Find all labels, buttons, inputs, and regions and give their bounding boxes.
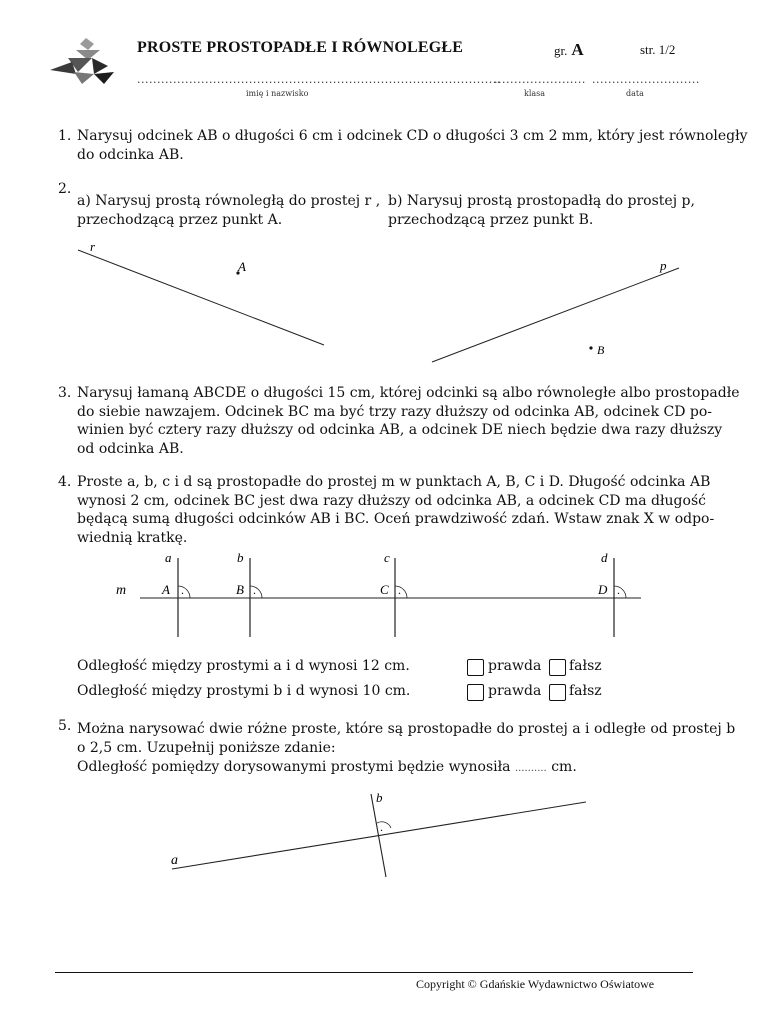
right-angle-mark-A <box>178 586 190 598</box>
label-r: r <box>90 239 96 254</box>
right-angle-dot-C: . <box>398 583 401 597</box>
statement-1-true-checkbox[interactable] <box>467 659 484 676</box>
q3-text-line1: Narysuj łamaną ABCDE o długości 15 cm, której odcinki są albo równoległe albo prostopadłe <box>77 385 740 401</box>
label-point-D: D <box>598 582 608 597</box>
right-angle-dot-q5: . <box>380 820 383 834</box>
right-angle-mark-D <box>614 586 626 598</box>
logo-shape <box>80 38 94 50</box>
label-b-q5: b <box>376 790 383 805</box>
q5-text-line1: Można narysować dwie różne proste, które są prostopadłe do prostej a i odległe od prostej b <box>77 721 736 737</box>
q2b-text-line2: przechodzącą przez punkt B. <box>388 212 594 228</box>
class-caption: klasa <box>524 89 546 98</box>
right-angle-mark-B <box>250 586 262 598</box>
logo-shape <box>94 72 114 84</box>
q2a-text-line2: przechodzącą przez punkt A. <box>77 212 283 228</box>
q5-figure <box>0 785 768 885</box>
q3-number: 3. <box>58 385 72 401</box>
line-r <box>78 250 324 345</box>
class-field[interactable]: ....................... <box>494 73 586 86</box>
q2a-text-line1: a) Narysuj prostą równoległą do prostej r , <box>77 193 381 209</box>
q4-text-line2: wynosi 2 cm, odcinek BC jest dwa razy dłuższy od odcinka AB, a odcinek CD ma długość <box>77 493 706 509</box>
footer-divider <box>55 972 693 973</box>
date-field[interactable]: ........................... <box>592 73 700 86</box>
q4-text-line3: będącą sumą długości odcinków AB i BC. Oceń prawdziwość zdań. Wstaw znak X w odpo- <box>77 511 715 527</box>
q1-text-line2: do odcinka AB. <box>77 147 184 163</box>
statement-1-false-checkbox[interactable] <box>549 659 566 676</box>
name-caption: imię i nazwisko <box>246 89 309 98</box>
q2b-text-line1: b) Narysuj prostą prostopadłą do prostej p, <box>388 193 695 209</box>
group-value: A <box>571 40 584 59</box>
q3-text-line4: od odcinka AB. <box>77 441 184 457</box>
logo-shape <box>50 62 76 74</box>
q5-sentence-prefix: Odległość pomiędzy dorysowanymi prostymi będzie wynosiła <box>77 759 511 775</box>
q1-text-line1: Narysuj odcinek AB o długości 6 cm i odcinek CD o długości 3 cm 2 mm, który jest równoległy <box>77 128 748 144</box>
label-d: d <box>601 550 608 565</box>
q5-text-line2: o 2,5 cm. Uzupełnij poniższe zdanie: <box>77 740 336 756</box>
q2-number: 2. <box>58 181 72 197</box>
line-p <box>432 268 679 362</box>
right-angle-dot-D: . <box>617 583 620 597</box>
q5-answer-blank[interactable]: .......... <box>514 763 547 774</box>
statement-2-false-label: fałsz <box>569 683 602 699</box>
q4-figure <box>0 548 768 643</box>
label-c: c <box>384 550 390 565</box>
q3-text-line3: winien być cztery razy dłuższy od odcinka AB, a odcinek DE niech będzie dwa razy dłuższy <box>77 422 723 438</box>
publisher-logo <box>48 36 118 88</box>
label-m: m <box>116 583 127 598</box>
logo-shape <box>92 58 108 74</box>
statement-1-true-label: prawda <box>488 658 542 674</box>
line-b-q5 <box>371 794 386 877</box>
q2-figure <box>0 235 768 370</box>
q3-text-line2: do siebie nawzajem. Odcinek BC ma być trzy razy dłuższy od odcinka AB, odcinek CD po- <box>77 404 713 420</box>
statement-1-text: Odległość między prostymi a i d wynosi 12 cm. <box>77 658 410 674</box>
statement-2-true-label: prawda <box>488 683 542 699</box>
q4-text-line1: Proste a, b, c i d są prostopadłe do prostej m w punktach A, B, C i D. Długość odcinka AB <box>77 474 711 490</box>
q1-number: 1. <box>58 128 72 144</box>
label-b: b <box>237 550 244 565</box>
q5-text-line3 <box>77 758 577 778</box>
name-field[interactable]: ........................................................................................... <box>137 73 501 86</box>
statement-2-true-checkbox[interactable] <box>467 684 484 701</box>
group-label: gr. <box>554 43 568 58</box>
group-indicator <box>554 40 584 60</box>
label-a: a <box>165 550 172 565</box>
label-p: p <box>660 258 667 273</box>
statement-2-text: Odległość między prostymi b i d wynosi 10 cm. <box>77 683 411 699</box>
q4-text-line4: wiednią kratkę. <box>77 530 188 546</box>
label-B: B <box>597 343 605 357</box>
copyright-notice: Copyright © Gdańskie Wydawnictwo Oświatowe <box>416 977 655 991</box>
q5-number: 5. <box>58 718 72 734</box>
label-point-B: B <box>236 582 244 597</box>
statement-2-false-checkbox[interactable] <box>549 684 566 701</box>
q5-sentence-suffix: cm. <box>551 759 577 775</box>
page-number: str. 1/2 <box>640 42 676 57</box>
label-point-A: A <box>162 582 170 597</box>
right-angle-mark-C <box>395 586 407 598</box>
right-angle-dot-A: . <box>181 583 184 597</box>
q4-number: 4. <box>58 474 72 490</box>
label-A: A <box>238 259 246 274</box>
logo-shape <box>74 72 94 84</box>
label-a-q5: a <box>171 853 178 868</box>
page-title: PROSTE PROSTOPADŁE I RÓWNOLEGŁE <box>137 39 464 56</box>
label-point-C: C <box>380 582 389 597</box>
point-B <box>589 346 592 349</box>
date-caption: data <box>626 89 644 98</box>
statement-1-false-label: fałsz <box>569 658 602 674</box>
right-angle-dot-B: . <box>253 583 256 597</box>
